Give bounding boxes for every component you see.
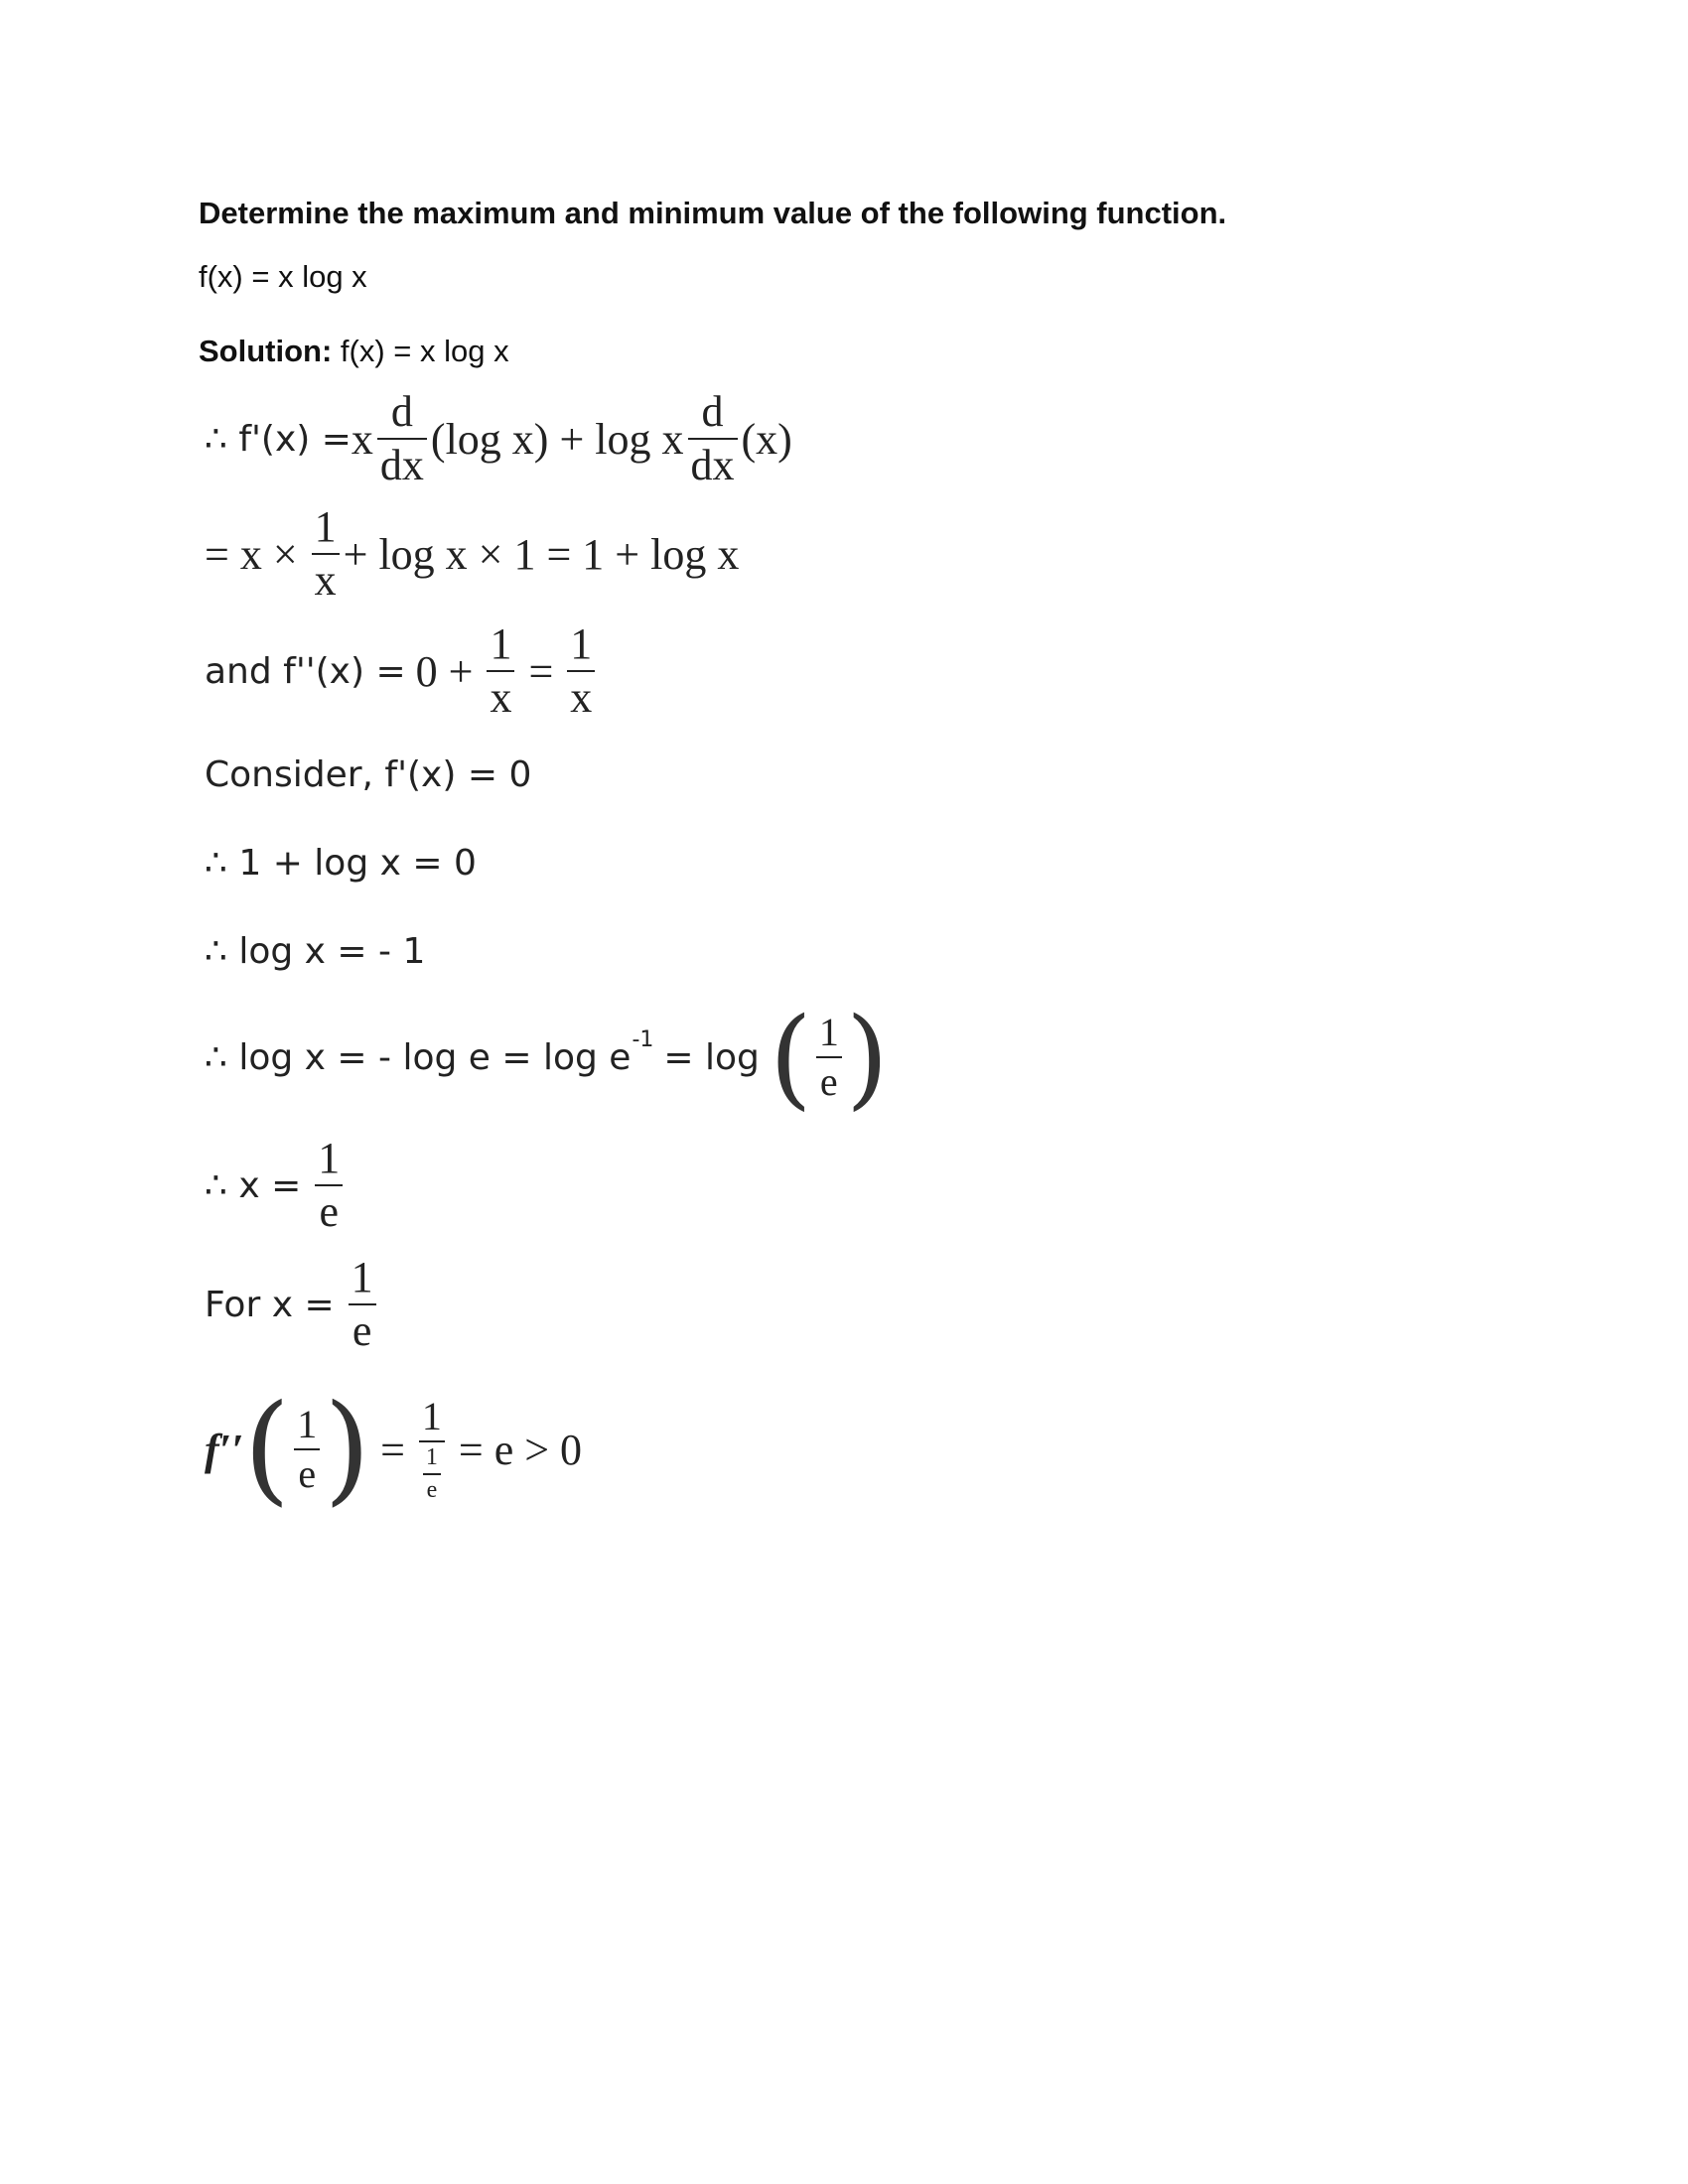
fraction-bar: [419, 1440, 445, 1442]
step-second-derivative-test: [205, 1380, 583, 1518]
fraction-bar: [312, 553, 340, 555]
frac-denominator: x: [570, 673, 593, 723]
frac-numerator: 1: [314, 502, 337, 551]
fraction-bar: [567, 670, 595, 672]
step10-equals: =: [380, 1425, 405, 1474]
frac-denominator: e: [426, 1477, 438, 1503]
step-x-value: [205, 1136, 347, 1235]
fraction-bar: [377, 438, 427, 440]
step1-middle: (log x) + log x: [430, 414, 684, 464]
frac-numerator: 1: [351, 1253, 373, 1301]
fraction-bar: [315, 1184, 343, 1186]
fraction-bar: [423, 1473, 441, 1475]
frac-denominator: e: [298, 1451, 317, 1496]
step-log-e: [205, 994, 889, 1121]
step10-compound-fraction: [419, 1393, 445, 1503]
step10-function: f′′: [205, 1425, 244, 1474]
frac-numerator: d: [390, 387, 413, 436]
frac-numerator: 1: [297, 1402, 318, 1446]
step9-lead: For x =: [205, 1284, 335, 1325]
step8-lead: ∴ x =: [205, 1164, 302, 1206]
frac-numerator: 1: [490, 619, 512, 668]
step10-tail: = e > 0: [458, 1425, 583, 1474]
step3-fraction-2: [567, 621, 595, 721]
step9-fraction: [349, 1255, 376, 1354]
frac-numerator: 1: [318, 1134, 341, 1182]
solution-heading: [199, 334, 509, 369]
step2-fraction: [312, 504, 340, 604]
right-paren: ): [324, 1380, 371, 1518]
frac-denominator: x: [314, 556, 337, 606]
step3-fraction-1: [487, 621, 514, 721]
step1-lead: ∴ f'(x) =: [205, 418, 352, 460]
right-paren: ): [845, 994, 889, 1121]
step3-equals: =: [528, 646, 554, 696]
fraction-bar: [816, 1056, 842, 1058]
frac-denominator: e: [819, 1059, 838, 1104]
step2-lead: = x ×: [205, 529, 298, 579]
step10-fraction: [294, 1404, 320, 1495]
step7-tail: = log: [663, 1036, 760, 1078]
step8-fraction: [315, 1136, 343, 1235]
frac-denominator: e: [352, 1306, 372, 1356]
fraction-bar: [349, 1303, 376, 1305]
step1-end: (x): [741, 414, 792, 464]
step-second-derivative: [205, 621, 599, 721]
question-title: Determine the maximum and minimum value of the following function.: [199, 196, 1227, 230]
fraction-bar: [294, 1448, 320, 1450]
step-consider: Consider, f'(x) = 0: [205, 754, 532, 795]
left-paren: (: [769, 994, 812, 1121]
step3-zero: 0 +: [415, 646, 474, 696]
frac-denominator: dx: [690, 441, 735, 490]
step3-lead: and f''(x) =: [205, 650, 406, 692]
step1-derivative-operator: [377, 389, 427, 488]
step2-rest: + log x × 1 = 1 + log x: [343, 529, 740, 579]
frac-denominator-fraction: [423, 1445, 441, 1503]
step-for-x: [205, 1255, 380, 1354]
frac-denominator: e: [319, 1187, 340, 1237]
question-function: f(x) = x log x: [199, 259, 367, 294]
step-simplify: [205, 504, 739, 604]
step-equation-zero: ∴ 1 + log x = 0: [205, 843, 477, 884]
frac-numerator: 1: [425, 1443, 438, 1470]
step1-x: x: [351, 414, 373, 464]
fraction-bar: [487, 670, 514, 672]
step-product-rule: [205, 389, 792, 488]
solution-label: Solution:: [199, 334, 333, 368]
step7-fraction: [816, 1012, 842, 1103]
frac-numerator: d: [701, 387, 724, 436]
frac-denominator: dx: [379, 441, 424, 490]
frac-numerator: 1: [570, 619, 593, 668]
left-paren: (: [243, 1380, 291, 1518]
solution-function: f(x) = x log x: [332, 334, 509, 368]
frac-numerator: 1: [818, 1010, 839, 1054]
frac-denominator: x: [490, 673, 512, 723]
step7-lead: ∴ log x = - log e = log e: [205, 1036, 632, 1078]
step-log-equals: ∴ log x = - 1: [205, 931, 426, 972]
step7-exponent: -1: [632, 1026, 654, 1052]
fraction-bar: [688, 438, 738, 440]
step1-derivative-operator-2: [688, 389, 738, 488]
frac-numerator: 1: [421, 1393, 442, 1438]
